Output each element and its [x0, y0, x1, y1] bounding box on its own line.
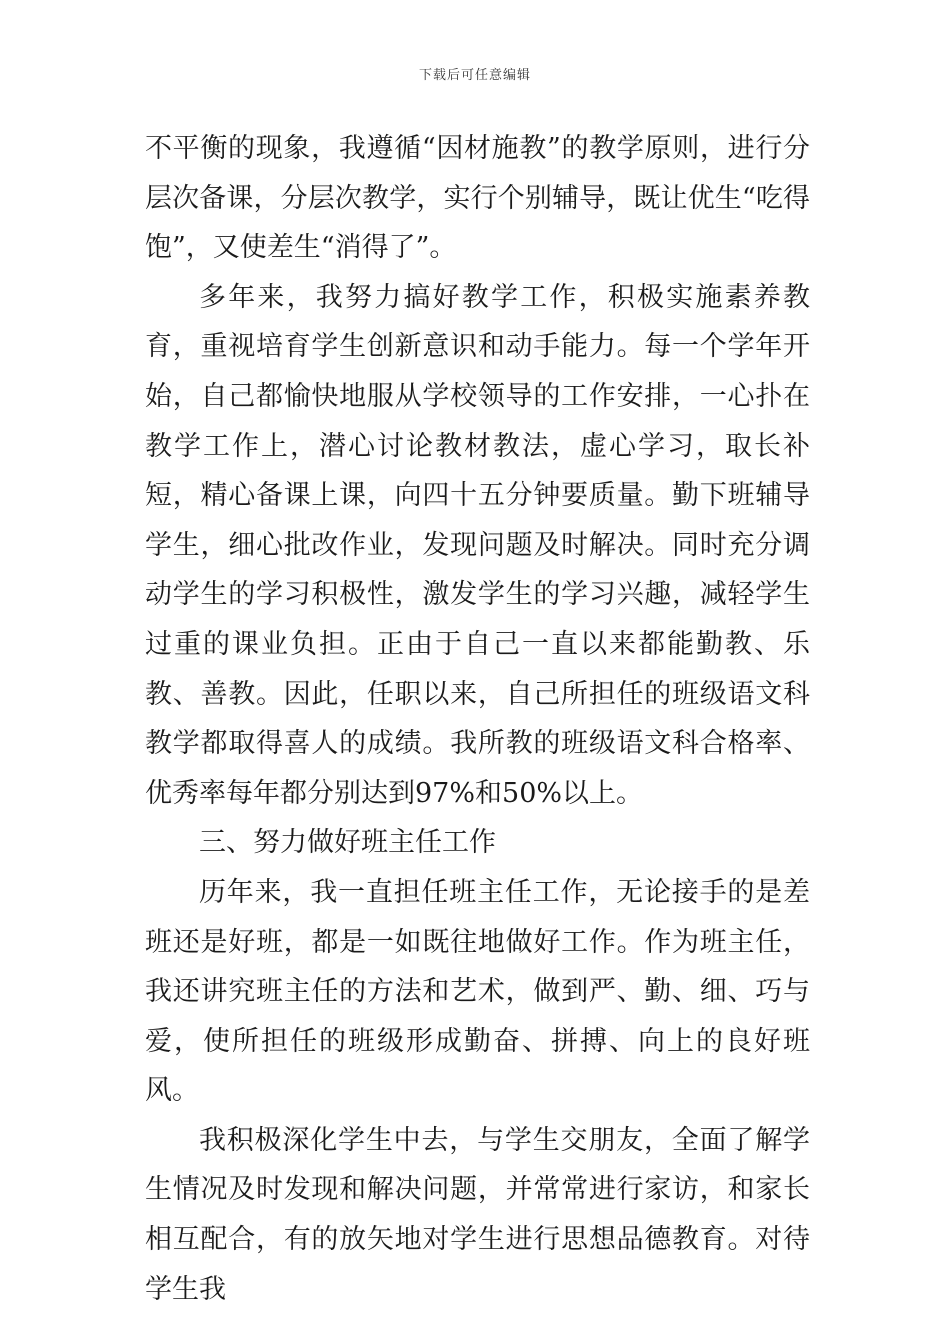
page-header: 下载后可任意编辑	[418, 68, 531, 83]
paragraph-continuation: 不平衡的现象，我遵循“因材施教”的教学原则，进行分层次备课，分层次教学，实行个别辅导，既让优生“吃得饱”，又使差生“消得了”。	[145, 133, 810, 264]
section-heading-head-teacher: 三、努力做好班主任工作	[199, 827, 496, 859]
paragraph-teaching-work: 多年来，我努力搞好教学工作，积极实施素养教育，重视培育学生创新意识和动手能力。每一个学年开始，自己都愉快地服从学校领导的工作安排，一心扑在教学工作上，潜心讨论教材教法，虚心学习，取长补短，精心备课上课，向四十五分钟要质量。勤下班辅导学生，细心批改作业，发现问题及时解决。同时充分调动学生的学习积极性，激发学生的学习兴趣，减轻学生过重的课业负担。正由于自己一直以来都能勤教、乐教、善教。因此，任职以来，自己所担任的班级语文科教学都取得喜人的成绩。我所教的班级语文科合格率、优秀率每年都分别达到97%和50%以上。	[145, 281, 810, 809]
paragraph-student-relations: 我积极深化学生中去，与学生交朋友，全面了解学生情况及时发现和解决问题，并常常进行家访，和家长相互配合，有的放矢地对学生进行思想品德教育。对待学生我	[145, 1124, 810, 1305]
paragraph-head-teacher-work: 历年来，我一直担任班主任工作，无论接手的是差班还是好班，都是一如既往地做好工作。作为班主任，我还讲究班主任的方法和艺术，做到严、勤、细、巧与爱，使所担任的班级形成勤奋、拼搏、向上的良好班风。	[145, 876, 810, 1107]
document-body	[145, 124, 810, 1314]
